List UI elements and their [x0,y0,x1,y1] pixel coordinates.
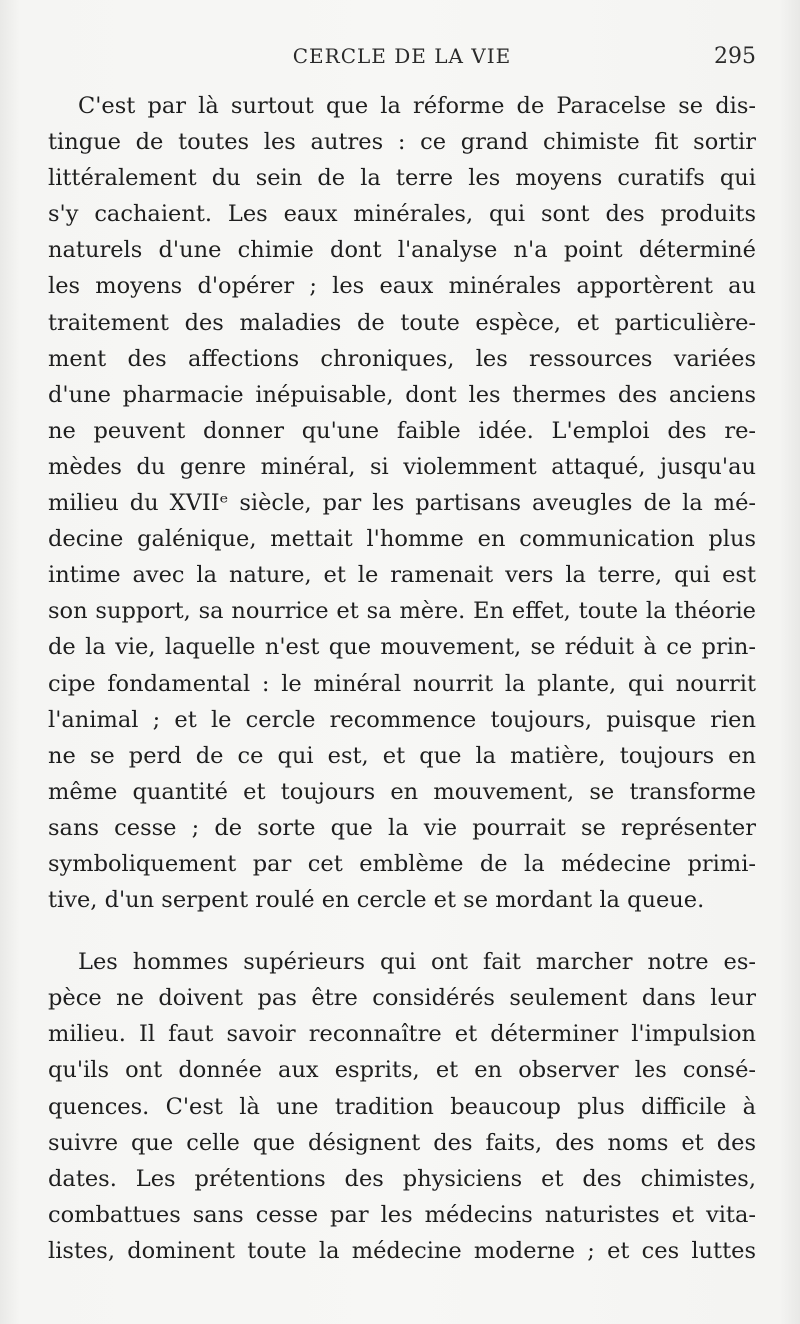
text-line: même quantité et toujours en mouvement, se transforme [48,778,756,805]
text-line: combattues sans cesse par les médecins naturistes et vita- [48,1201,756,1228]
text-line: traitement des maladies de toute espèce, et particulière- [48,309,756,336]
text-line: qu'ils ont donnée aux esprits, et en observer les consé- [48,1057,756,1084]
text-line: l'animal ; et le cercle recommence toujours, puisque rien [48,706,756,733]
text-line: d'une pharmacie inépuisable, dont les thermes des anciens [48,381,756,408]
text-line: Les hommes supérieurs qui ont fait marcher notre es- [78,949,756,976]
text-line: suivre que celle que désignent des faits, des noms et des [48,1129,756,1156]
text-line: son support, sa nourrice et sa mère. En effet, toute la théorie [48,598,756,625]
body-text [48,88,756,1269]
text-line: littéralement du sein de la terre les moyens curatifs qui [48,165,756,192]
paragraph-gap [48,918,756,944]
text-line: intime avec la nature, et le ramenait vers la terre, qui est [48,562,756,589]
text-line: milieu. Il faut savoir reconnaître et déterminer l'impulsion [48,1021,756,1048]
text-line: cipe fondamental : le minéral nourrit la plante, qui nourrit [48,670,756,697]
text-line: de la vie, laquelle n'est que mouvement, se réduit à ce prin- [48,634,756,661]
paragraph-1 [48,88,756,918]
text-line: les moyens d'opérer ; les eaux minérales apportèrent au [48,273,756,300]
text-line: listes, dominent toute la médecine moderne ; et ces luttes [48,1237,756,1264]
text-line: sans cesse ; de sorte que la vie pourrait se représenter [48,814,756,841]
text-line: C'est par là surtout que la réforme de Paracelse se dis- [78,93,756,119]
page-number: 295 [714,44,756,69]
paragraph-2 [48,944,756,1269]
text-line: tingue de toutes les autres : ce grand chimiste fit sortir [48,129,756,156]
text-line: quences. C'est là une tradition beaucoup plus difficile à [48,1093,756,1120]
text-line: s'y cachaient. Les eaux minérales, qui sont des produits [48,201,756,228]
text-line: decine galénique, mettait l'homme en communication plus [48,526,756,553]
text-line: mèdes du genre minéral, si violemment attaqué, jusqu'au [48,453,756,480]
text-line: milieu du XVIIᵉ siècle, par les partisans aveugles de la mé- [48,490,756,517]
text-line: naturels d'une chimie dont l'analyse n'a point déterminé [48,237,756,264]
text-line: symboliquement par cet emblème de la médecine primi- [48,850,756,877]
text-line: ne se perd de ce qui est, et que la matière, toujours en [48,742,756,769]
running-head [48,44,756,76]
running-title: CERCLE DE LA VIE [292,44,512,68]
text-line: ne peuvent donner qu'une faible idée. L'emploi des re- [48,417,756,444]
text-line: ment des affections chroniques, les ressources variées [48,345,756,372]
text-line: tive, d'un serpent roulé en cercle et se mordant la queue. [48,887,705,914]
text-line: pèce ne doivent pas être considérés seulement dans leur [48,985,756,1012]
text-line: dates. Les prétentions des physiciens et des chimistes, [48,1165,756,1192]
